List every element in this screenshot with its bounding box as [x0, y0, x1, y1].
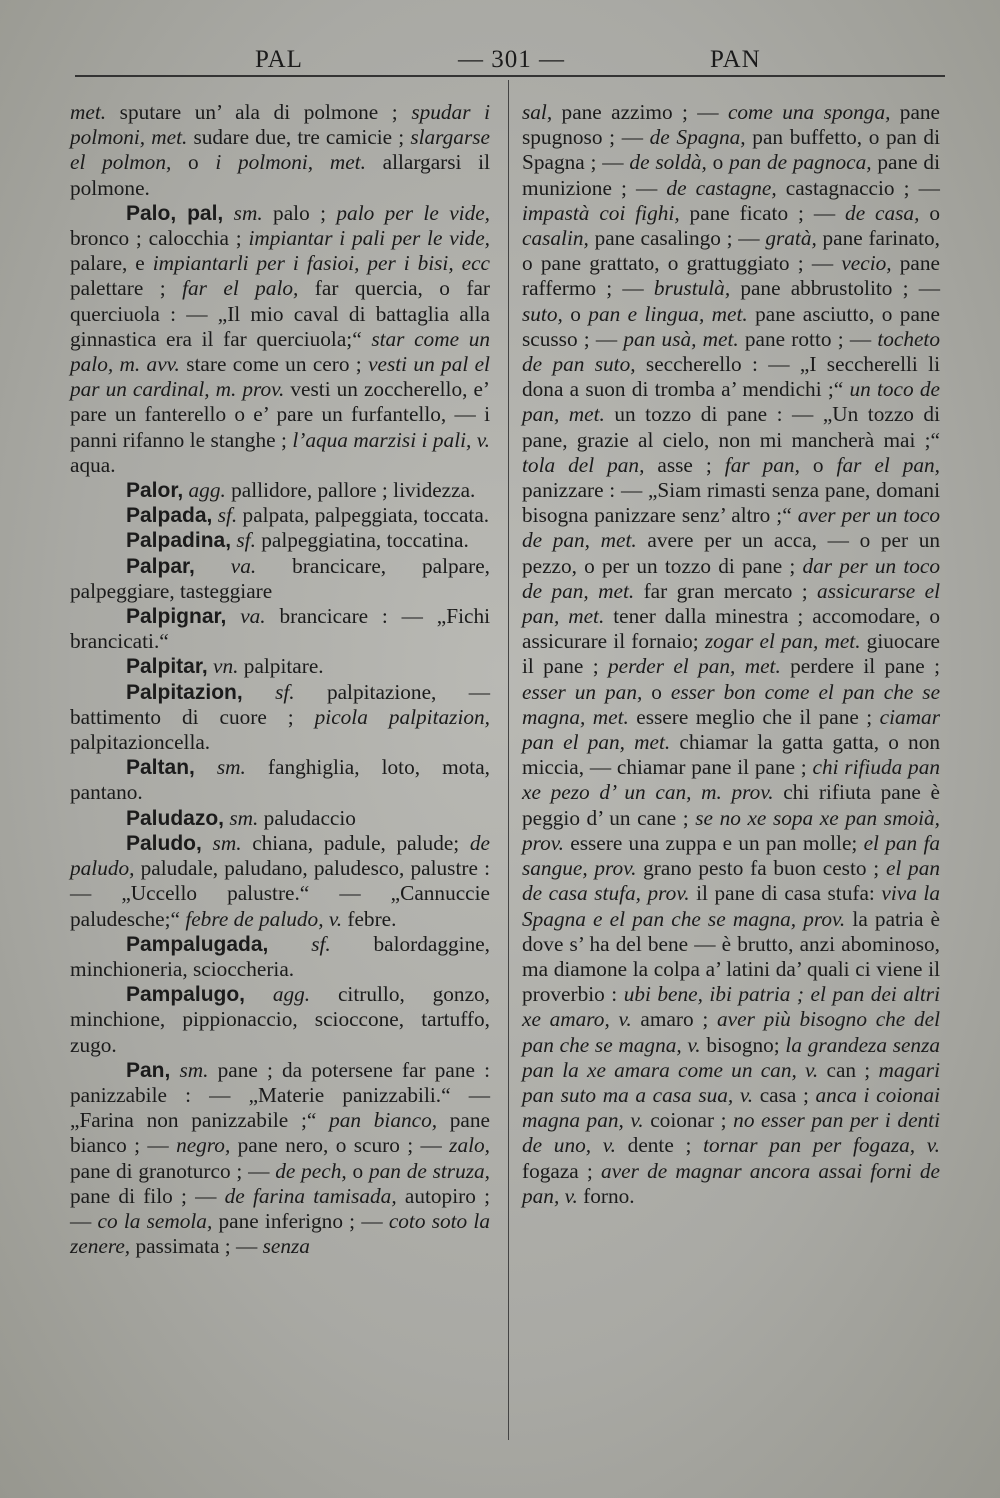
definition-text: castagnaccio ; —	[776, 175, 940, 200]
italic-text: febre de paludo, v.	[185, 906, 343, 931]
dictionary-entry	[70, 478, 490, 503]
definition-text	[170, 1058, 179, 1082]
definition-text: fogaza ;	[522, 1158, 602, 1183]
italic-text: palo per le vide,	[336, 200, 490, 225]
definition-text: can ;	[818, 1057, 879, 1082]
definition-text: grano pesto fa buon cesto ;	[636, 856, 886, 881]
definition-text: paludaccio	[258, 805, 356, 830]
definition-text: pane asciutto, o pane scusso ; —	[522, 301, 940, 351]
headword: Paludazo,	[126, 806, 225, 830]
definition-text: o	[799, 452, 837, 477]
definition-text: brancicare, palpare, palpeggiare, tasteggiare	[70, 553, 491, 603]
definition-text: pallidore, pallore ; lividezza.	[225, 478, 476, 503]
definition-text: palare, e	[70, 251, 153, 276]
definition-text: tener dalla minestra ; accomodare, o assicurare il fornaio;	[522, 604, 941, 654]
italic-text: pan de pagnoca,	[729, 150, 872, 175]
definition-text: palpeggiatina, toccatina.	[255, 528, 469, 553]
italic-text: sm.	[179, 1057, 209, 1082]
header-left-guideword: PAL	[255, 46, 303, 73]
dictionary-entry	[70, 806, 490, 831]
definition-text: casa ;	[753, 1082, 816, 1107]
italic-text: zalo,	[449, 1133, 490, 1158]
definition-text	[243, 680, 275, 704]
definition-text: sudare due, tre camicie ;	[187, 125, 411, 150]
definition-text: pane di munizione ; —	[522, 150, 941, 200]
italic-text: agg.	[272, 982, 311, 1007]
dictionary-entry	[70, 604, 490, 654]
italic-text: tocheto de pan suto,	[522, 326, 940, 377]
italic-text: va.	[240, 604, 266, 629]
italic-text: se no xe sopa xe pan smoià, prov.	[522, 805, 940, 855]
definition-text: pane casalingo ; —	[588, 226, 766, 251]
headword: Paludo,	[126, 831, 202, 855]
definition-text: far gran mercato ;	[634, 578, 818, 603]
definition-text: palpata, palpeggiata, toccata.	[237, 503, 490, 528]
italic-text: no esser pan per i denti de uno, v.	[522, 1108, 941, 1158]
definition-text	[245, 982, 273, 1006]
right-column	[522, 100, 940, 1209]
dictionary-entry	[70, 680, 490, 756]
headword: Paltan,	[126, 756, 195, 780]
italic-text: slargarse el polmon,	[70, 125, 490, 175]
italic-text: impiantarli per i fasioi, per i bisi, ecc	[152, 251, 490, 276]
italic-text: coto soto la zenere,	[70, 1208, 490, 1259]
definition-text: chiamar la gatta gatta, o non miccia, — chiamar pane il pane ;	[522, 730, 940, 780]
definition-text: essere una zuppa e un pan molle;	[564, 830, 864, 855]
definition-text: amaro ;	[631, 1007, 718, 1032]
italic-text: star come un palo, m. avv.	[70, 326, 490, 377]
header-right-guideword: PAN	[710, 46, 761, 73]
italic-text: de soldà,	[629, 150, 707, 175]
italic-text: sf.	[311, 931, 331, 956]
italic-text: anca i coionai magna pan, v.	[522, 1082, 940, 1133]
definition-text: palettare ;	[70, 276, 183, 301]
definition-text: dente ;	[615, 1133, 704, 1158]
definition-text: o	[346, 1158, 369, 1183]
definition-text: sputare un’ ala di polmone ;	[106, 100, 412, 124]
italic-text: el pan fa sangue, prov.	[522, 830, 941, 881]
dictionary-entry	[70, 554, 490, 604]
definition-text: palpitare.	[238, 654, 324, 679]
dictionary-entry	[70, 982, 490, 1058]
italic-text: de castagne,	[666, 175, 777, 200]
definition-text: pane abbrustolito ; —	[730, 276, 940, 301]
definition-text: citrullo, gonzo, minchione, pippionaccio, scioccone, tartuffo, zugo.	[70, 982, 490, 1057]
definition-text: pane di granoturco ; —	[70, 1158, 276, 1183]
italic-text: de farina tamisada,	[224, 1183, 397, 1208]
italic-text: vn.	[213, 654, 239, 679]
headword: Palpitazion,	[126, 680, 243, 704]
italic-text: esser un pan,	[522, 679, 643, 704]
column-divider	[508, 80, 509, 1440]
headword: Pan,	[126, 1058, 171, 1082]
dictionary-entry	[70, 755, 490, 805]
headword: Pampalugada,	[126, 932, 269, 956]
definition-text: essere meglio che il pane ;	[628, 704, 880, 729]
definition-text: pane nero, o scuro ; —	[230, 1133, 450, 1158]
definition-text	[195, 554, 231, 578]
definition-text: pane inferigno ; —	[212, 1208, 389, 1233]
italic-text: sm.	[212, 830, 242, 855]
italic-text: sf.	[236, 528, 256, 553]
definition-text: asse ;	[644, 452, 725, 477]
definition-text: il pane di casa stufa:	[689, 881, 882, 906]
italic-text: co la semola,	[97, 1208, 213, 1233]
definition-text: pane raffermo ; —	[522, 251, 940, 301]
definition-text: palpitazioncella.	[70, 730, 211, 755]
italic-text: esser bon come el pan che se magna, met.	[522, 679, 941, 729]
headword: Palor,	[126, 479, 184, 503]
definition-text: panizzare : — „Siam rimasti senza pane, domani bisogna panizzare senz’ altro ;“	[522, 478, 940, 528]
italic-text: far el pan,	[836, 452, 941, 477]
definition-text: giuocare il pane ;	[522, 629, 940, 679]
definition-text: bisogno;	[700, 1032, 786, 1057]
headword: Palpar,	[126, 554, 195, 578]
italic-text: aver per un toco de pan, met.	[522, 503, 940, 553]
definition-text: o	[919, 200, 940, 225]
italic-text: sf.	[275, 679, 295, 704]
italic-text: gratà,	[765, 226, 817, 251]
italic-text: brustulà,	[653, 276, 731, 301]
page-header	[70, 40, 950, 78]
definition-text: pan buffetto, o pan di Spagna ; —	[522, 125, 940, 175]
definition-text: palo ;	[262, 200, 337, 225]
definition-text: vesti un zoccherello, e’ pare un fanterello o e’ pare un furfantello, — i panni rifanno le stanghe ;	[70, 377, 490, 452]
italic-text: ciamar pan el pan, met.	[522, 704, 940, 755]
definition-text: pane bianco ; —	[70, 1108, 490, 1158]
italic-text: sm.	[233, 200, 263, 225]
definition-text: chi rifiuta pane è peggio d’ un cane ;	[522, 780, 940, 830]
dictionary-entry	[70, 503, 490, 528]
headword: Palpadina,	[126, 529, 232, 553]
italic-text: chi rifiuda pan xe pezo d’ un can, m. prov.	[522, 755, 940, 805]
definition-text	[226, 604, 240, 628]
italic-text: suto,	[522, 301, 563, 326]
italic-text: sm.	[216, 755, 246, 780]
dictionary-entry	[70, 528, 490, 553]
definition-text	[195, 755, 217, 779]
italic-text: viva la Spagna e el pan che se magna, prov.	[522, 881, 940, 931]
definition-text: paludale, paludano, paludesco, palustre : — „Uccello palustre.“ — „Cannuccie paludesche;“	[70, 856, 490, 931]
definition-text: pane ficato ; —	[679, 200, 846, 225]
definition-text: febre.	[342, 906, 397, 931]
italic-text: negro,	[176, 1133, 231, 1158]
definition-text: pane rotto ; —	[738, 326, 878, 351]
definition-text: pane di filo ; —	[70, 1183, 225, 1208]
italic-text: de pech,	[275, 1158, 347, 1183]
italic-text: pan bianco,	[329, 1108, 438, 1133]
italic-text: sm.	[229, 805, 259, 830]
definition-text: o	[706, 150, 730, 175]
italic-text: i polmoni, met.	[215, 150, 366, 175]
italic-text: perder el pan, met.	[608, 654, 781, 679]
italic-text: impastà coi fighi,	[522, 200, 680, 225]
italic-text: agg.	[188, 478, 226, 503]
definition-text: pane spugnoso ; —	[522, 100, 941, 150]
italic-text: de paludo,	[70, 830, 491, 881]
definition-text	[268, 932, 311, 956]
definition-text: pane farinato, o pane grattato, o grattuggiato ; —	[522, 226, 940, 276]
definition-text: pane azzimo ; —	[552, 100, 728, 124]
definition-text: bronco ; calocchia ;	[70, 226, 249, 251]
definition-text: forno.	[577, 1183, 635, 1208]
italic-text: va.	[230, 553, 257, 578]
definition-text: balordaggine, minchioneria, scioccheria.	[70, 931, 491, 981]
italic-text: de casa,	[845, 200, 920, 225]
headword: Palpada,	[126, 504, 213, 528]
italic-text: aver più bisogno che del pan che se magna, v.	[522, 1007, 940, 1057]
italic-text: pan de struza,	[368, 1158, 491, 1183]
italic-text: come una sponga,	[727, 100, 891, 124]
headword: Palpitar,	[126, 655, 208, 679]
italic-text: far el palo,	[182, 276, 299, 301]
left-column	[70, 100, 490, 1259]
italic-text: casalin,	[522, 226, 589, 251]
definition-text: palpitazione, — battimento di cuore ;	[70, 679, 491, 729]
italic-text: magari pan suto ma a casa sua, v.	[522, 1057, 940, 1107]
italic-text: dar per un toco de pan, met.	[522, 553, 940, 603]
italic-text: sf.	[217, 503, 238, 528]
italic-text: l’aqua marzisi i pali, v.	[292, 427, 490, 452]
definition-text: aqua.	[70, 452, 116, 477]
dictionary-entry	[70, 201, 490, 478]
italic-text: vecio,	[841, 251, 892, 276]
definition-text: autopiro ; —	[70, 1183, 490, 1233]
italic-text: aver de magnar ancora assai forni de pan, v.	[522, 1158, 941, 1208]
italic-text: impiantar i pali per le vide,	[248, 226, 490, 251]
definition-text: seccherello : — „I seccherelli li dona a suon di tromba a’ mendichi ;“	[522, 352, 940, 402]
definition-text: brancicare : — „Fichi brancicati.“	[70, 604, 491, 654]
header-rule	[75, 75, 945, 77]
italic-text: met.	[70, 100, 107, 124]
italic-text: zogar el pan, met.	[704, 629, 861, 654]
definition-text: fanghiglia, loto, mota, pantano.	[70, 755, 490, 805]
italic-text: un toco de pan, met.	[522, 377, 940, 427]
definition-text: chiana, padule, palude;	[241, 830, 470, 855]
definition-text: coionar ;	[643, 1108, 734, 1133]
italic-text: pan e lingua, met.	[588, 301, 748, 326]
italic-text: sal,	[522, 100, 553, 124]
dictionary-entry	[70, 1058, 490, 1260]
italic-text: assicurarse el pan, met.	[522, 578, 940, 629]
headword: Palpignar,	[126, 605, 227, 629]
page-number: — 301 —	[458, 46, 565, 73]
italic-text: spudar i polmoni, met.	[70, 100, 490, 150]
definition-text	[223, 201, 233, 225]
definition-text: perdere il pane ;	[780, 654, 940, 679]
italic-text: senza	[262, 1234, 310, 1259]
definition-text: pane ; da potersene far pane : panizzabile : — „Materie panizzabili.“ — „Farina non panizzabile ;“	[70, 1057, 490, 1133]
italic-text: pan usà, met.	[623, 326, 739, 351]
italic-text: tola del pan,	[522, 452, 645, 477]
italic-text: el pan de casa stufa, prov.	[522, 856, 941, 906]
italic-text: tornar pan per fogaza, v.	[703, 1133, 940, 1158]
italic-text: vesti un pal el par un cardinal, m. prov.	[70, 352, 490, 402]
definition-text	[202, 831, 213, 855]
dictionary-entry	[70, 654, 490, 679]
definition-text: allargarsi il polmone.	[70, 150, 490, 200]
headword: Palo, pal,	[126, 201, 224, 225]
italic-text: far pan,	[724, 452, 800, 477]
definition-text: o	[562, 301, 589, 326]
italic-text: la grandeza senza pan la xe amara come un can, v.	[522, 1032, 941, 1082]
definition-text: un tozzo di pane : — „Un tozzo di pane, grazie al cielo, non mi mancherà mai ;“	[522, 402, 940, 452]
definition-text: passimata ; —	[130, 1234, 263, 1259]
entry-continuation	[522, 100, 940, 1209]
definition-text: o	[642, 679, 671, 704]
dictionary-entry	[70, 831, 490, 932]
italic-text: ubi bene, ibi patria ; el pan dei altri xe amaro, v.	[522, 982, 940, 1032]
definition-text: stare come un cero ;	[179, 352, 369, 377]
definition-text: far quercia, o far querciuola : — „Il mio caval di battaglia alla ginnastica era il far querciuola;“	[70, 276, 490, 351]
definition-text: la patria è dove s’ ha del bene — è brutto, anzi abominoso, ma diamone la colpa a’ latini da’ quali ci viene il proverbio :	[522, 906, 941, 1007]
italic-text: de Spagna,	[649, 125, 746, 150]
definition-text: o	[171, 150, 216, 175]
headword: Pampalugo,	[126, 983, 246, 1007]
entry-continuation	[70, 100, 490, 201]
definition-text: avere per un acca, — o per un pezzo, o per un tozzo di pane ;	[522, 528, 940, 578]
italic-text: picola palpitazion,	[314, 704, 490, 729]
dictionary-entry	[70, 932, 490, 982]
